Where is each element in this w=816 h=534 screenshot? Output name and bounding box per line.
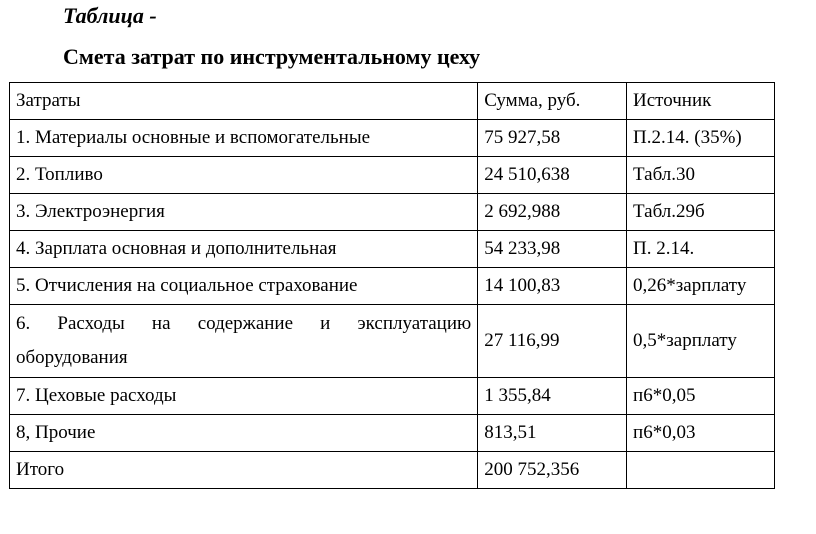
cost-amount: 1 355,84	[478, 378, 627, 415]
table-row	[10, 378, 775, 415]
cost-item: 2. Топливо	[10, 157, 478, 194]
cost-source: п6*0,05	[627, 378, 775, 415]
table-row	[10, 305, 775, 378]
cost-item: 7. Цеховые расходы	[10, 378, 478, 415]
cost-amount: 27 116,99	[478, 305, 627, 378]
header-amount: Сумма, руб.	[478, 83, 627, 120]
cost-item: 1. Материалы основные и вспомогательные	[10, 120, 478, 157]
cost-amount: 24 510,638	[478, 157, 627, 194]
table-row	[10, 194, 775, 231]
header-source: Источник	[627, 83, 775, 120]
cost-source: Табл.30	[627, 157, 775, 194]
cost-item: 6. Расходы на содержание и эксплуатацию оборудования	[10, 305, 478, 378]
cost-item: 3. Электроэнергия	[10, 194, 478, 231]
cost-amount: 54 233,98	[478, 231, 627, 268]
table-header-row	[10, 83, 775, 120]
page-title: Смета затрат по инструментальному цеху	[63, 44, 481, 69]
table-total-row	[10, 452, 775, 489]
cost-amount: 2 692,988	[478, 194, 627, 231]
cost-source: П.2.14. (35%)	[627, 120, 775, 157]
table-row	[10, 415, 775, 452]
header-costs: Затраты	[10, 83, 478, 120]
cost-source: п6*0,03	[627, 415, 775, 452]
total-label: Итого	[10, 452, 478, 489]
table-row	[10, 120, 775, 157]
table-row	[10, 268, 775, 305]
cost-source: П. 2.14.	[627, 231, 775, 268]
table-row	[10, 231, 775, 268]
table-row	[10, 157, 775, 194]
cost-amount: 14 100,83	[478, 268, 627, 305]
cost-amount: 75 927,58	[478, 120, 627, 157]
cost-estimate-table	[9, 82, 775, 489]
cost-item: 4. Зарплата основная и дополнительная	[10, 231, 478, 268]
cost-source: 0,26*зарплату	[627, 268, 775, 305]
cost-source: 0,5*зарплату	[627, 305, 775, 378]
cost-source: Табл.29б	[627, 194, 775, 231]
table-caption: Таблица -	[63, 3, 157, 28]
total-source	[627, 452, 775, 489]
cost-item: 8, Прочие	[10, 415, 478, 452]
cost-item: 5. Отчисления на социальное страхование	[10, 268, 478, 305]
cost-amount: 813,51	[478, 415, 627, 452]
total-amount: 200 752,356	[478, 452, 627, 489]
